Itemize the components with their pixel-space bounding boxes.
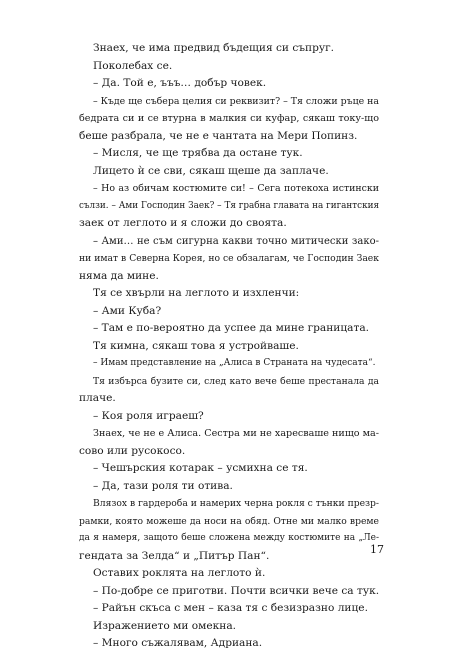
text-line: Тя кимна, сякаш това я устройваше. [93,339,299,352]
text-line: – Но аз обичам костюмите си! – Сега потекоха истински [93,183,379,194]
text-line: плаче. [79,392,116,404]
text-line: бедрата си и се втурна в малкия си куфар, сякаш току-що [79,113,379,124]
text-line: сово или русокосо. [79,444,186,457]
text-line: ни имат в Северна Корея, но се обзалагам, че Господин Заек [79,253,379,264]
text-line: Изражението ми омекна. [93,619,237,632]
text-line: Лицето ѝ се сви, сякаш щеше да заплаче. [93,164,329,177]
text-line: – Много съжалявам, Адриана. [93,637,263,649]
text-line: сълзи. – Ами Господин Заек? – Тя грабна главата на гигантския [79,200,379,211]
text-line: – Коя роля играеш? [93,409,204,422]
text-line: – По-добре се приготви. Почти всички вече са тук. [93,584,380,597]
text-line: Влязох в гардероба и намерих черна рокля с тънки презр- [93,498,380,509]
page-number: 17 [370,543,384,556]
text-line: – Да. Той е, ъъъ… добър човек. [93,77,267,89]
text-line: – Там е по-вероятно да успее да мине границата. [93,322,370,334]
text-line: Знаех, че не е Алиса. Сестра ми не харесваше нищо ма- [93,428,379,439]
text-line: – Имам представление на „Алиса в Страната на чудесата“. [93,358,376,368]
body-text [79,40,379,653]
text-line: беше разбрала, че не е чантата на Мери Попинз. [79,129,358,142]
text-line: Поколебах се. [93,59,173,72]
text-line: – Да, тази роля ти отива. [93,479,233,492]
text-line: Тя се хвърли на леглото и изхленчи: [93,287,300,299]
text-line: – Чешърския котарак – усмихна се тя. [93,462,308,474]
text-line: да я намеря, защото беше сложена между костюмите на „Ле- [79,533,379,543]
text-line: – Ами… не съм сигурна какви точно митически зако- [93,235,379,247]
text-line: няма да мине. [79,269,159,282]
text-line: гендата за Зелда“ и „Питър Пан“. [79,549,270,562]
text-line: Оставих роклята на леглото ѝ. [93,567,266,579]
text-line: рамки, която можеше да носи на обяд. Отне ми малко време [79,515,379,527]
text-line: Тя избърса бузите си, след като вече беше престанала да [93,375,379,387]
text-line: Знаех, че има предвид бъдещия си съпруг. [93,42,335,54]
text-line: – Мисля, че ще трябва да остане тук. [93,147,303,159]
text-line: – Къде ще събера целия си реквизит? – Тя сложи ръце на [93,95,379,107]
text-line: заек от леглото и я сложи до своята. [79,217,287,229]
text-line: – Ами Куба? [93,304,162,317]
text-line: – Райън скъса с мен – каза тя с безизразно лице. [93,602,368,614]
